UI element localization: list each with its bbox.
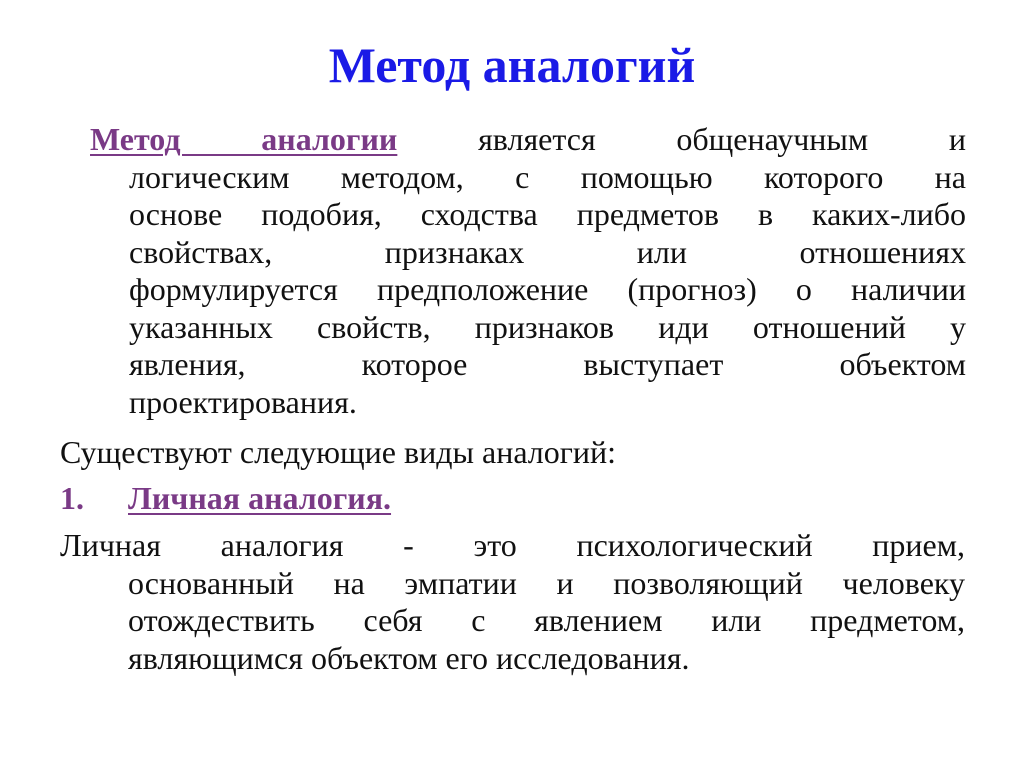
personal-analogy-line: Личная аналогия - это психологический прием, <box>60 527 965 563</box>
definition-line: явления, которое выступает объектом <box>129 346 966 382</box>
definition-paragraph <box>90 121 966 421</box>
definition-line-rest: является общенаучным и <box>478 121 967 157</box>
definition-line <box>90 121 966 159</box>
definition-line: логическим методом, с помощью которого на <box>129 158 966 195</box>
list-label: Личная аналогия. <box>128 480 392 516</box>
personal-analogy-line: являющимся объектом его исследования. <box>128 639 690 676</box>
types-intro: Существуют следующие виды аналогий: <box>60 434 617 470</box>
definition-line: проектирования. <box>129 383 357 420</box>
definition-line: свойствах, признаках или отношениях <box>129 233 966 270</box>
personal-analogy-line: основанный на эмпатии и позволяющий человеку <box>128 564 965 601</box>
list-item-personal-analogy <box>60 478 391 518</box>
personal-analogy-paragraph <box>60 527 965 677</box>
definition-line: указанных свойств, признаков иди отношений у <box>129 308 966 345</box>
list-number: 1. <box>60 480 84 516</box>
definition-line: основе подобия, сходства предметов в каких-либо <box>129 196 966 232</box>
definition-line: формулируется предположение (прогноз) о наличии <box>129 271 966 307</box>
personal-analogy-line: отождествить себя с явлением или предметом, <box>128 602 965 638</box>
slide-title: Метод аналогий <box>328 37 696 93</box>
term-method-analogy: Метод аналогии <box>90 121 398 157</box>
